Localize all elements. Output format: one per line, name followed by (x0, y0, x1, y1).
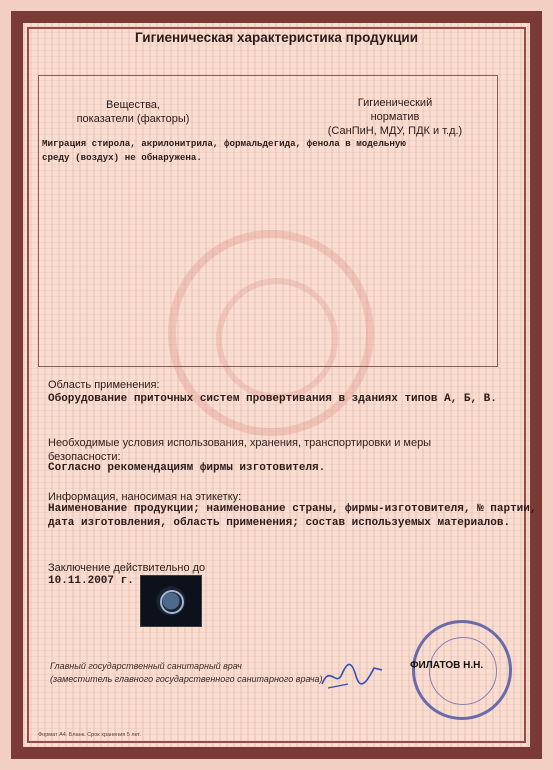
signatory-name: ФИЛАТОВ Н.Н. (410, 660, 484, 671)
label-info-label: Информация, наносимая на этикетку: (48, 491, 242, 503)
page-title: Гигиеническая характеристика продукции (134, 30, 419, 45)
column-header-norm (300, 96, 490, 138)
signatory-caption (50, 660, 323, 686)
title-band (0, 30, 553, 48)
handwritten-signature (318, 654, 388, 694)
conditions-value: Согласно рекомендациям фирмы изготовителя. (48, 462, 326, 474)
scope-value: Оборудование приточных систем провертивания в зданиях типов А, Б, В. (48, 393, 497, 405)
hologram-emblem-icon (160, 590, 184, 614)
column-header-norm-line1: Гигиенический (357, 97, 433, 109)
label-info-value-line1: Наименование продукции; наименование страны, фирмы-изготовителя, № партии, (48, 503, 537, 515)
column-header-substances (38, 98, 228, 126)
column-header-norm-line3: (СанПиН, МДУ, ПДК и т.д.) (327, 125, 463, 137)
conditions-label-line1: Необходимые условия использования, хранения, транспортировки и меры (48, 437, 432, 449)
validity-label: Заключение действительно до (48, 562, 206, 574)
conditions-label-line2: безопасности: (48, 451, 121, 463)
column-header-norm-line2: норматив (370, 111, 420, 123)
migration-line2: среду (воздух) не обнаружена. (42, 152, 202, 163)
scope-label: Область применения: (48, 379, 160, 391)
hologram-sticker (140, 575, 202, 627)
column-header-substances-line2: показатели (факторы) (76, 113, 190, 125)
signatory-line2: (заместитель главного государственного санитарного врача) (50, 674, 323, 684)
validity-date: 10.11.2007 г. (48, 575, 134, 587)
signatory-line1: Главный государственный санитарный врач (50, 661, 242, 671)
migration-text (42, 137, 492, 165)
form-footer-note: Формат А4. Бланк. Срок хранения 5 лет. (38, 732, 141, 738)
official-stamp-inner (429, 637, 497, 705)
column-header-substances-line1: Вещества, (106, 99, 160, 111)
migration-line1: Миграция стирола, акрилонитрила, формальдегида, фенола в модельную (42, 138, 406, 149)
label-info-value-line2: дата изготовления, область применения; состав используемых материалов. (48, 517, 511, 529)
